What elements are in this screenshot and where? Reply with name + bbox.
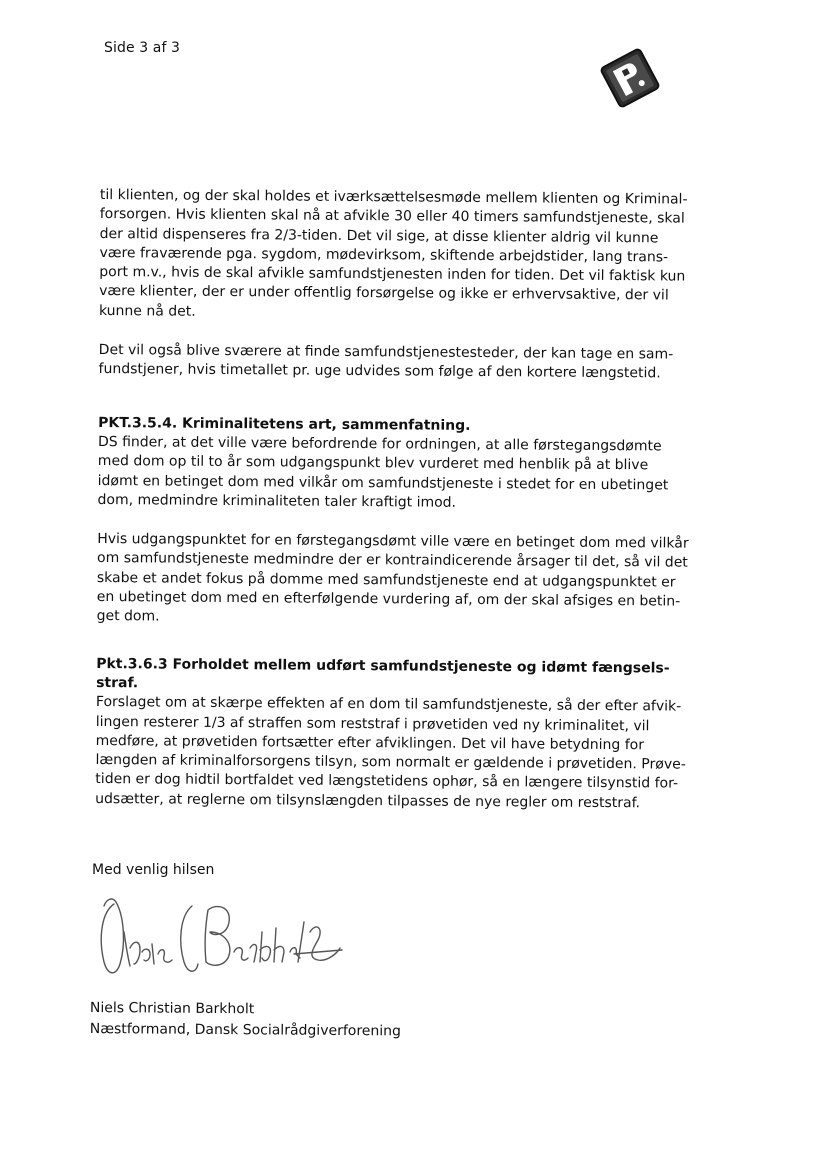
paragraph: til klienten, og der skal holdes et iværksættelsesmøde mellem klienten og Kriminal- forsorgen. Hvis klienten skal nå at afvikle 30 eller 40 timers samfundstjeneste, skal der altid dispenseres fra 2/3-tiden. Det vil sige, at disse klienter aldrig vil kunne være fraværende pga. sygdom, mødevirksom, skiftende arbejdstider, lang trans- port m.v., hvis de skal afvikle samfundstjenesten inden for tiden. Det vil faktisk kun være klienter, der er under offentlig forsørgelse og ikke er erhvervsaktive, der vil kunne nå det.	[98, 186, 688, 320]
paragraph: DS finder, at det ville være befordrende for ordningen, at alle førstegangsdømte med dom op til to år som udgangspunkt blev vurderet med henblik på at blive idømt en betinget dom med vilkår om samfundstjeneste i stedet for en ubetinget dom, medmindre kriminaliteten taler kraftigt imod.	[97, 433, 669, 511]
section-heading: Pkt.3.6.3 Forholdet mellem udført samfundstjeneste og idømt fængsels- straf.	[96, 655, 670, 692]
signer-name: Niels Christian Barkholt	[89, 999, 255, 1018]
signer-block	[90, 998, 402, 1042]
letter-body	[95, 186, 692, 834]
paragraph: Det vil også blive sværere at finde samfundstjenestesteder, der kan tage en sam- fundstjener, hvis timetallet pr. uge udvides som følge af den kortere længstetid.	[98, 342, 674, 382]
paragraph: Hvis udgangspunktet for en førstegangsdømt ville være en betinget dom med vilkår om samfundstjeneste medmindre der er kontraindicerende årsager til det, så vil det skabe et andet fokus på domme med samfundstjeneste end at udgangspunktet er en ubetinget dom med en efterfølgende vurdering af, om der skal afsiges en betin- get dom.	[96, 531, 689, 625]
signer-title: Næstformand, Dansk Socialrådgiverforening	[89, 1020, 402, 1040]
handwritten-signature	[94, 892, 344, 982]
organization-logo-icon	[598, 46, 662, 110]
paragraph: Forslaget om at skærpe effekten af en dom til samfundstjeneste, så der efter afvik- lingen resterer 1/3 af straffen som reststraf i prøvetiden ved ny kriminalitet, vil medføre, at prøvetiden fortsætter efter afviklingen. Det vil have betydning for længden af kriminalforsorgens tilsyn, som normalt er gældende i prøvetiden. Prøve- tiden er dog hidtil bortfaldet ved længstetidens ophør, så en længere tilsynstid for- udsætter, at reglerne om tilsynslængden tilpasses de nye regler om reststraf.	[95, 694, 686, 811]
closing-greeting: Med venlig hilsen	[92, 862, 215, 878]
section-heading: PKT.3.5.4. Kriminalitetens art, sammenfatning.	[98, 414, 471, 434]
page-number: Side 3 af 3	[104, 40, 181, 56]
